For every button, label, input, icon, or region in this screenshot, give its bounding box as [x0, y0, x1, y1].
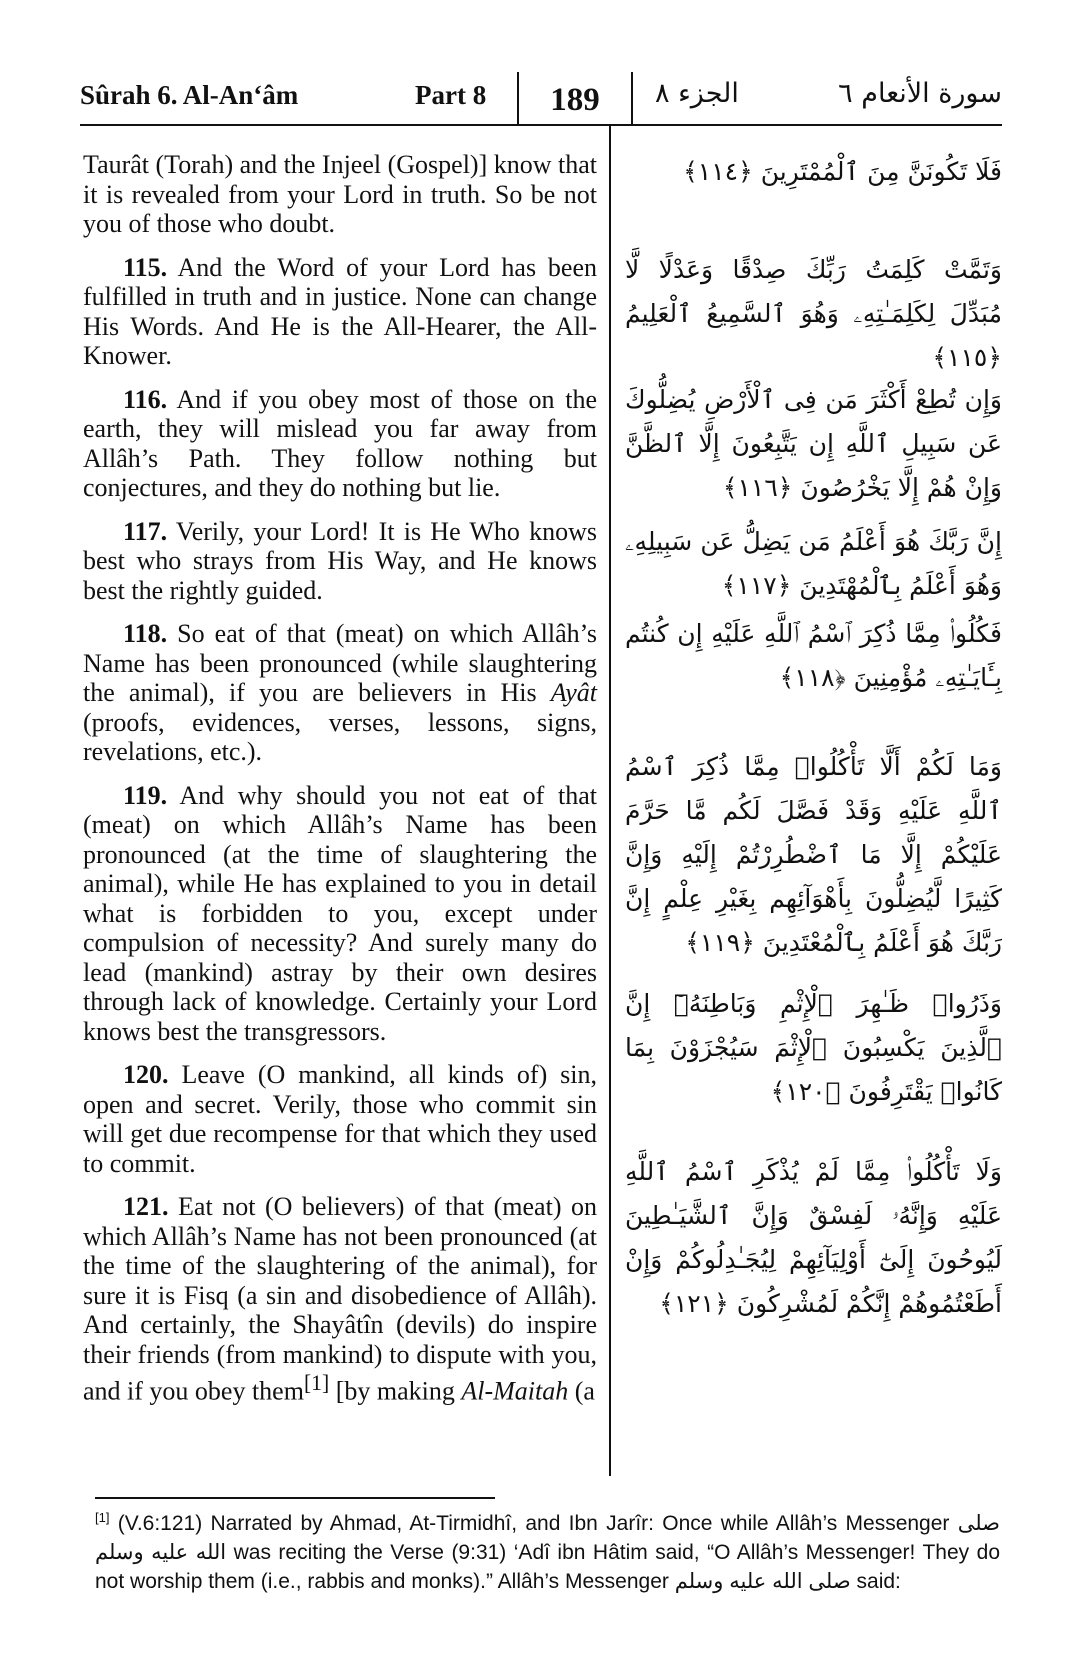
verse-number: 120.	[123, 1060, 169, 1089]
verse-118: 118. So eat of that (meat) on which Allâh’s Name has been pronounced (while slaughtering the animal), if you are believers in His Ayât (proofs, evidences, verses, lessons, signs, revelations, etc.).	[83, 619, 598, 766]
page-number: 189	[517, 72, 633, 124]
verse-number: 117.	[123, 516, 168, 546]
page-header	[0, 0, 1080, 125]
part-label-en: Part 8	[415, 80, 487, 110]
verse-number: 116.	[123, 384, 168, 414]
footnote: [1] (V.6:121) Narrated by Ahmad, At-Tirmidhî, and Ibn Jarîr: Once while Allâh’s Messenger صلى الله عليه وسلم was reciting the Verse (9:31) ‘Adî ibn Hâtim said, “O Allâh’s Messenger! They do not worship them (i.e., rabbis and monks).” Allâh’s Messenger صلى الله عليه وسلم said:	[95, 1510, 1000, 1593]
footnote-marker: [1]	[95, 1510, 110, 1525]
column-divider	[609, 124, 611, 1476]
verse-continuation: Taurât (Torah) and the Injeel (Gospel)] know that it is revealed from your Lord in truth. So be not you of those who doubt.	[83, 150, 597, 238]
verse-number: 119.	[123, 780, 168, 810]
verse-117: 117. Verily, your Lord! It is He Who knows best who strays from His Way, and He knows best the rightly guided.	[83, 516, 598, 605]
surah-title-ar: سورة الأنعام ٦	[838, 78, 1002, 109]
arabic-verse-116: وَإِن تُطِعْ أَكْثَرَ مَن فِى ٱلْأَرْضِ يُضِلُّوكَ عَن سَبِيلِ ٱللَّهِ إِن يَتَّبِعُونَ إِلَّا ٱلظَّنَّ وَإِنْ هُمْ إِلَّا يَخْرُصُونَ ﴿١١٦﴾	[625, 385, 1002, 502]
arabic-verse-117: إِنَّ رَبَّكَ هُوَ أَعْلَمُ مَن يَضِلُّ عَن سَبِيلِهِۦ وَهُوَ أَعْلَمُ بِٱلْمُهْتَدِينَ ﴿١١٧﴾	[625, 527, 1002, 600]
footnote-ref: [1]	[303, 1371, 330, 1395]
salutation-ar: صلى الله عليه وسلم	[674, 1570, 851, 1593]
verse-119: 119. And why should you not eat of that (meat) on which Allâh’s Name has been pronounced (at the time of slaughtering the animal), while He has explained to you in detail what is forbidden to you, except under compulsion of necessity? And surely many do lead (mankind) astray by their own desires through lack of knowledge. Certainly your Lord knows best the transgressors.	[83, 780, 597, 1046]
part-label-ar: الجزء ٨	[655, 78, 739, 109]
verse-number: 115.	[123, 252, 168, 282]
verse-number: 118.	[123, 619, 168, 648]
arabic-verse-119: وَمَا لَكُمْ أَلَّا تَأْكُلُوا۟ مِمَّا ذُكِرَ ٱسْمُ ٱللَّهِ عَلَيْهِ وَقَدْ فَصَّلَ لَكُم مَّا حَرَّمَ عَلَيْكُمْ إِلَّا مَا ٱضْطُرِرْتُمْ إِلَيْهِ وَإِنَّ كَثِيرًا لَّيُضِلُّونَ بِأَهْوَآئِهِم بِغَيْرِ عِلْمٍ إِنَّ رَبَّكَ هُوَ أَعْلَمُ بِٱلْمُعْتَدِينَ ﴿١١٩﴾	[625, 752, 1002, 957]
arabic-verse-115: وَتَمَّتْ كَلِمَتُ رَبِّكَ صِدْقًا وَعَدْلًا لَّا مُبَدِّلَ لِكَلِمَـٰتِهِۦ وَهُوَ ٱلسَّمِيعُ ٱلْعَلِيمُ ﴿١١٥﴾	[625, 255, 1002, 372]
verse-121: 121. Eat not (O believers) of that (meat) on which Allâh’s Name has not been pronounced (at the time of the slaughtering of the animal), for sure it is Fisq (a sin and disobedience of Allâh). And certainly, the Shayâtîn (devils) do inspire their friends (from mankind) to dispute with you, and if you obey them[1] [by making Al-Maitah (a	[83, 1192, 598, 1406]
surah-title-en: Sûrah 6. Al-An‘âm	[80, 80, 299, 110]
english-translation	[83, 150, 597, 1420]
arabic-verse-114: فَلَا تَكُونَنَّ مِنَ ٱلْمُمْتَرِينَ ﴿١١٤﴾	[683, 157, 1002, 186]
verse-116: 116. And if you obey most of those on the earth, they will mislead you far away from Allâh’s Path. They follow nothing but conjectures, and they do nothing but lie.	[83, 384, 597, 502]
salutation-ar: صلى الله عليه وسلم	[95, 1512, 1000, 1564]
arabic-verse-118: فَكُلُوا۟ مِمَّا ذُكِرَ ٱسْمُ ٱللَّهِ عَلَيْهِ إِن كُنتُم بِـَٔايَـٰتِهِۦ مُؤْمِنِينَ ﴿١١٨﴾	[625, 619, 1002, 692]
verse-number: 121.	[123, 1192, 169, 1221]
arabic-verse-120: وَذَرُوا۟ ظَـٰهِرَ ٱلْإِثْمِ وَبَاطِنَهُۥٓ إِنَّ ٱلَّذِينَ يَكْسِبُونَ ٱلْإِثْمَ سَيُجْزَوْنَ بِمَا كَانُوا۟ يَقْتَرِفُونَ ﴿١٢٠﴾	[625, 989, 1002, 1106]
footnote-rule	[95, 1497, 495, 1499]
header-rule	[80, 124, 1002, 126]
arabic-verse-121: وَلَا تَأْكُلُوا۟ مِمَّا لَمْ يُذْكَرِ ٱسْمُ ٱللَّهِ عَلَيْهِ وَإِنَّهُۥ لَفِسْقٌ وَإِنَّ ٱلشَّيَـٰطِينَ لَيُوحُونَ إِلَىٰٓ أَوْلِيَآئِهِمْ لِيُجَـٰدِلُوكُمْ وَإِنْ أَطَعْتُمُوهُمْ إِنَّكُمْ لَمُشْرِكُونَ ﴿١٢١﴾	[625, 1157, 1002, 1318]
verse-115: 115. And the Word of your Lord has been fulfilled in truth and in justice. None can change His Words. And He is the All-Hearer, the All-Knower.	[83, 252, 597, 370]
verse-120: 120. Leave (O mankind, all kinds of) sin, open and secret. Verily, those who commit sin will get due recompense for that which they used to commit.	[83, 1060, 598, 1178]
